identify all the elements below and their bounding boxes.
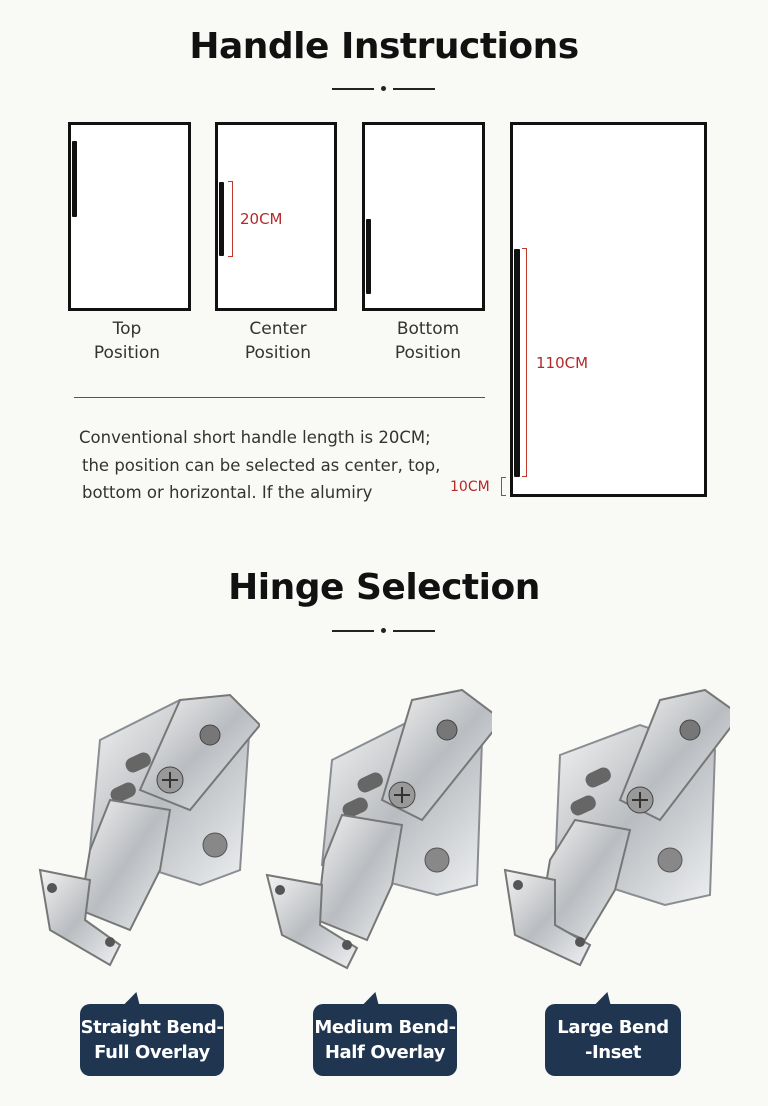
handle-bar xyxy=(366,219,371,294)
separator-line xyxy=(74,397,485,398)
long-handle-bar xyxy=(514,249,520,477)
title-divider xyxy=(332,628,436,634)
door-top-position xyxy=(68,122,191,311)
handle-description: Conventional short handle length is 20CM; the position can be selected as center, top, bottom or horizontal. If the alumiry xyxy=(79,428,441,502)
hinge-medium-bend-image xyxy=(262,680,492,980)
dimension-bracket-10cm xyxy=(501,477,506,496)
top-position-label: Top Position xyxy=(93,319,161,363)
hinge-selection-title: Hinge Selection xyxy=(228,567,540,608)
dimension-20cm: 20CM xyxy=(240,210,283,228)
dimension-bracket-20cm xyxy=(228,181,233,257)
bottom-position-label: Bottom Position xyxy=(394,319,462,363)
hinge-straight-bend-image xyxy=(30,680,260,980)
dimension-10cm: 10CM xyxy=(450,479,490,495)
handle-instructions-title: Handle Instructions xyxy=(189,26,579,67)
dimension-bracket-110cm xyxy=(522,248,527,477)
handle-bar xyxy=(72,141,77,217)
center-position-label: Center Position xyxy=(244,319,312,363)
hinge-large-bend-image xyxy=(500,680,730,980)
handle-bar xyxy=(219,182,224,256)
door-bottom-position xyxy=(362,122,485,311)
hinge-option-medium-bend[interactable]: Medium Bend- Half Overlay xyxy=(313,1004,457,1076)
dimension-110cm: 110CM xyxy=(536,354,589,372)
hinge-option-straight-bend[interactable]: Straight Bend- Full Overlay xyxy=(80,1004,224,1076)
door-long-handle xyxy=(510,122,707,497)
hinge-option-large-bend[interactable]: Large Bend -Inset xyxy=(545,1004,681,1076)
title-divider xyxy=(332,86,436,92)
